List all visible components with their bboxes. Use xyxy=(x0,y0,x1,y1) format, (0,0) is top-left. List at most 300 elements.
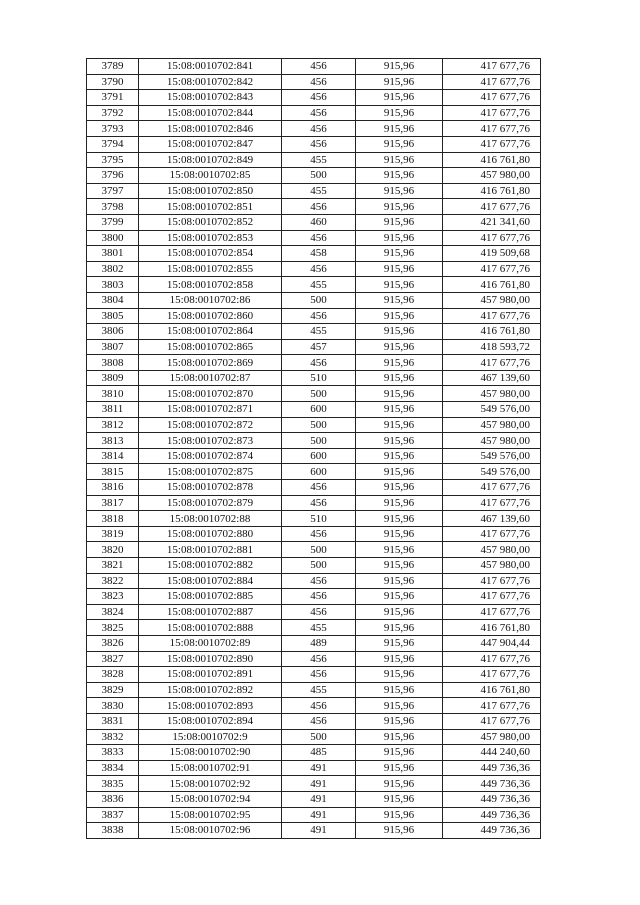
cell-cadastral-number: 15:08:0010702:847 xyxy=(139,136,282,152)
table-row xyxy=(87,292,541,308)
cell-row-number: 3800 xyxy=(87,230,139,246)
cell-row-number: 3837 xyxy=(87,807,139,823)
table-row xyxy=(87,261,541,277)
cell-rate: 915,96 xyxy=(356,168,443,184)
cell-amount: 467 139,60 xyxy=(443,370,541,386)
cell-amount: 417 677,76 xyxy=(443,74,541,90)
cell-amount: 467 139,60 xyxy=(443,511,541,527)
cell-row-number: 3794 xyxy=(87,136,139,152)
table-row xyxy=(87,760,541,776)
cell-rate: 915,96 xyxy=(356,261,443,277)
table-row xyxy=(87,698,541,714)
cell-row-number: 3834 xyxy=(87,760,139,776)
cell-rate: 915,96 xyxy=(356,791,443,807)
cell-rate: 915,96 xyxy=(356,823,443,839)
cell-area: 510 xyxy=(282,511,356,527)
table-row xyxy=(87,635,541,651)
cell-amount: 416 761,80 xyxy=(443,183,541,199)
cell-cadastral-number: 15:08:0010702:872 xyxy=(139,417,282,433)
cell-rate: 915,96 xyxy=(356,558,443,574)
cell-amount: 549 576,00 xyxy=(443,448,541,464)
cell-cadastral-number: 15:08:0010702:871 xyxy=(139,402,282,418)
cell-rate: 915,96 xyxy=(356,370,443,386)
cell-cadastral-number: 15:08:0010702:892 xyxy=(139,682,282,698)
cell-cadastral-number: 15:08:0010702:875 xyxy=(139,464,282,480)
cell-area: 456 xyxy=(282,230,356,246)
cell-area: 456 xyxy=(282,59,356,75)
cell-cadastral-number: 15:08:0010702:888 xyxy=(139,620,282,636)
cell-area: 456 xyxy=(282,199,356,215)
cell-cadastral-number: 15:08:0010702:853 xyxy=(139,230,282,246)
cell-amount: 417 677,76 xyxy=(443,667,541,683)
cell-amount: 457 980,00 xyxy=(443,292,541,308)
cell-row-number: 3813 xyxy=(87,433,139,449)
table-row xyxy=(87,230,541,246)
cell-amount: 449 736,36 xyxy=(443,776,541,792)
cell-area: 500 xyxy=(282,558,356,574)
table-row xyxy=(87,433,541,449)
table-row xyxy=(87,152,541,168)
cell-row-number: 3803 xyxy=(87,277,139,293)
cell-rate: 915,96 xyxy=(356,324,443,340)
cell-row-number: 3807 xyxy=(87,339,139,355)
table-row xyxy=(87,199,541,215)
cell-amount: 457 980,00 xyxy=(443,542,541,558)
cell-row-number: 3814 xyxy=(87,448,139,464)
cell-row-number: 3818 xyxy=(87,511,139,527)
cell-row-number: 3835 xyxy=(87,776,139,792)
cell-row-number: 3829 xyxy=(87,682,139,698)
cell-row-number: 3817 xyxy=(87,495,139,511)
table-row xyxy=(87,745,541,761)
table-row xyxy=(87,589,541,605)
table-row xyxy=(87,464,541,480)
cell-row-number: 3811 xyxy=(87,402,139,418)
cell-amount: 417 677,76 xyxy=(443,105,541,121)
cell-row-number: 3820 xyxy=(87,542,139,558)
cell-row-number: 3838 xyxy=(87,823,139,839)
cell-rate: 915,96 xyxy=(356,386,443,402)
cell-area: 500 xyxy=(282,433,356,449)
cell-amount: 457 980,00 xyxy=(443,168,541,184)
cell-amount: 457 980,00 xyxy=(443,417,541,433)
cell-row-number: 3805 xyxy=(87,308,139,324)
table-row xyxy=(87,121,541,137)
cell-area: 455 xyxy=(282,152,356,168)
cell-cadastral-number: 15:08:0010702:860 xyxy=(139,308,282,324)
cell-cadastral-number: 15:08:0010702:881 xyxy=(139,542,282,558)
cell-cadastral-number: 15:08:0010702:94 xyxy=(139,791,282,807)
cell-amount: 444 240,60 xyxy=(443,745,541,761)
cell-area: 456 xyxy=(282,698,356,714)
cell-cadastral-number: 15:08:0010702:85 xyxy=(139,168,282,184)
cell-area: 456 xyxy=(282,105,356,121)
cell-cadastral-number: 15:08:0010702:852 xyxy=(139,214,282,230)
cell-cadastral-number: 15:08:0010702:846 xyxy=(139,121,282,137)
table-row xyxy=(87,324,541,340)
table-row xyxy=(87,74,541,90)
cell-cadastral-number: 15:08:0010702:841 xyxy=(139,59,282,75)
cell-row-number: 3797 xyxy=(87,183,139,199)
cell-amount: 449 736,36 xyxy=(443,823,541,839)
cell-area: 500 xyxy=(282,542,356,558)
cell-cadastral-number: 15:08:0010702:878 xyxy=(139,480,282,496)
cell-amount: 417 677,76 xyxy=(443,495,541,511)
cell-cadastral-number: 15:08:0010702:850 xyxy=(139,183,282,199)
cell-cadastral-number: 15:08:0010702:879 xyxy=(139,495,282,511)
cell-cadastral-number: 15:08:0010702:91 xyxy=(139,760,282,776)
cell-cadastral-number: 15:08:0010702:855 xyxy=(139,261,282,277)
cell-rate: 915,96 xyxy=(356,214,443,230)
table-row xyxy=(87,402,541,418)
cell-cadastral-number: 15:08:0010702:851 xyxy=(139,199,282,215)
cell-row-number: 3809 xyxy=(87,370,139,386)
table-row xyxy=(87,823,541,839)
cell-rate: 915,96 xyxy=(356,667,443,683)
cell-cadastral-number: 15:08:0010702:854 xyxy=(139,246,282,262)
table-row xyxy=(87,246,541,262)
cell-row-number: 3824 xyxy=(87,604,139,620)
cell-rate: 915,96 xyxy=(356,526,443,542)
cell-area: 491 xyxy=(282,791,356,807)
table-row xyxy=(87,776,541,792)
cell-area: 456 xyxy=(282,136,356,152)
table-row xyxy=(87,308,541,324)
cell-row-number: 3806 xyxy=(87,324,139,340)
table-row xyxy=(87,355,541,371)
cell-area: 456 xyxy=(282,355,356,371)
cell-row-number: 3826 xyxy=(87,635,139,651)
table-row xyxy=(87,573,541,589)
table-row xyxy=(87,136,541,152)
cell-cadastral-number: 15:08:0010702:874 xyxy=(139,448,282,464)
table-row xyxy=(87,168,541,184)
cell-rate: 915,96 xyxy=(356,604,443,620)
cell-amount: 457 980,00 xyxy=(443,386,541,402)
cell-cadastral-number: 15:08:0010702:880 xyxy=(139,526,282,542)
cell-rate: 915,96 xyxy=(356,511,443,527)
cell-row-number: 3795 xyxy=(87,152,139,168)
cell-rate: 915,96 xyxy=(356,183,443,199)
cell-cadastral-number: 15:08:0010702:890 xyxy=(139,651,282,667)
table-row xyxy=(87,791,541,807)
cell-cadastral-number: 15:08:0010702:843 xyxy=(139,90,282,106)
cell-rate: 915,96 xyxy=(356,698,443,714)
cell-row-number: 3830 xyxy=(87,698,139,714)
cell-amount: 417 677,76 xyxy=(443,261,541,277)
cell-cadastral-number: 15:08:0010702:89 xyxy=(139,635,282,651)
table-row xyxy=(87,480,541,496)
cell-amount: 417 677,76 xyxy=(443,199,541,215)
cell-area: 456 xyxy=(282,526,356,542)
cell-cadastral-number: 15:08:0010702:893 xyxy=(139,698,282,714)
cell-cadastral-number: 15:08:0010702:873 xyxy=(139,433,282,449)
cell-row-number: 3810 xyxy=(87,386,139,402)
table-row xyxy=(87,729,541,745)
cell-area: 456 xyxy=(282,90,356,106)
cell-rate: 915,96 xyxy=(356,542,443,558)
cell-area: 500 xyxy=(282,168,356,184)
cell-area: 460 xyxy=(282,214,356,230)
cell-rate: 915,96 xyxy=(356,620,443,636)
cell-cadastral-number: 15:08:0010702:887 xyxy=(139,604,282,620)
cell-rate: 915,96 xyxy=(356,573,443,589)
cadastral-table xyxy=(86,58,541,839)
cell-amount: 449 736,36 xyxy=(443,807,541,823)
cell-cadastral-number: 15:08:0010702:96 xyxy=(139,823,282,839)
cell-row-number: 3831 xyxy=(87,713,139,729)
cell-rate: 915,96 xyxy=(356,745,443,761)
cell-area: 500 xyxy=(282,386,356,402)
cell-amount: 417 677,76 xyxy=(443,573,541,589)
table-row xyxy=(87,59,541,75)
cell-amount: 417 677,76 xyxy=(443,136,541,152)
cell-amount: 416 761,80 xyxy=(443,152,541,168)
cell-row-number: 3815 xyxy=(87,464,139,480)
cell-amount: 417 677,76 xyxy=(443,713,541,729)
cell-area: 600 xyxy=(282,402,356,418)
cell-amount: 417 677,76 xyxy=(443,480,541,496)
cell-rate: 915,96 xyxy=(356,402,443,418)
cell-row-number: 3833 xyxy=(87,745,139,761)
cell-cadastral-number: 15:08:0010702:864 xyxy=(139,324,282,340)
cell-rate: 915,96 xyxy=(356,136,443,152)
cell-area: 458 xyxy=(282,246,356,262)
cell-area: 455 xyxy=(282,324,356,340)
cell-amount: 418 593,72 xyxy=(443,339,541,355)
cell-area: 455 xyxy=(282,183,356,199)
cell-area: 455 xyxy=(282,277,356,293)
cell-area: 456 xyxy=(282,604,356,620)
cell-rate: 915,96 xyxy=(356,90,443,106)
cell-cadastral-number: 15:08:0010702:894 xyxy=(139,713,282,729)
cell-row-number: 3825 xyxy=(87,620,139,636)
table-row xyxy=(87,339,541,355)
cell-area: 510 xyxy=(282,370,356,386)
cell-row-number: 3802 xyxy=(87,261,139,277)
table-row xyxy=(87,526,541,542)
cell-row-number: 3819 xyxy=(87,526,139,542)
cell-cadastral-number: 15:08:0010702:865 xyxy=(139,339,282,355)
cell-row-number: 3790 xyxy=(87,74,139,90)
table-row xyxy=(87,183,541,199)
cell-row-number: 3832 xyxy=(87,729,139,745)
cell-amount: 447 904,44 xyxy=(443,635,541,651)
cell-amount: 417 677,76 xyxy=(443,230,541,246)
cell-row-number: 3823 xyxy=(87,589,139,605)
cell-rate: 915,96 xyxy=(356,729,443,745)
cell-area: 491 xyxy=(282,823,356,839)
cell-amount: 416 761,80 xyxy=(443,682,541,698)
cell-rate: 915,96 xyxy=(356,355,443,371)
cell-row-number: 3793 xyxy=(87,121,139,137)
cell-area: 455 xyxy=(282,682,356,698)
cell-amount: 417 677,76 xyxy=(443,604,541,620)
table-body xyxy=(87,59,541,839)
cell-amount: 417 677,76 xyxy=(443,651,541,667)
table-row xyxy=(87,620,541,636)
cell-cadastral-number: 15:08:0010702:95 xyxy=(139,807,282,823)
cell-cadastral-number: 15:08:0010702:9 xyxy=(139,729,282,745)
cell-area: 456 xyxy=(282,261,356,277)
cell-rate: 915,96 xyxy=(356,480,443,496)
cell-cadastral-number: 15:08:0010702:86 xyxy=(139,292,282,308)
table-row xyxy=(87,511,541,527)
cell-area: 491 xyxy=(282,760,356,776)
cell-rate: 915,96 xyxy=(356,807,443,823)
cell-cadastral-number: 15:08:0010702:92 xyxy=(139,776,282,792)
cell-amount: 416 761,80 xyxy=(443,620,541,636)
table-row xyxy=(87,651,541,667)
cell-rate: 915,96 xyxy=(356,635,443,651)
cell-rate: 915,96 xyxy=(356,448,443,464)
table-row xyxy=(87,713,541,729)
cell-amount: 417 677,76 xyxy=(443,355,541,371)
table-row xyxy=(87,90,541,106)
cell-amount: 416 761,80 xyxy=(443,277,541,293)
table-row xyxy=(87,448,541,464)
cell-amount: 457 980,00 xyxy=(443,558,541,574)
cell-area: 456 xyxy=(282,713,356,729)
table-row xyxy=(87,667,541,683)
cell-area: 600 xyxy=(282,448,356,464)
cell-area: 456 xyxy=(282,480,356,496)
cell-cadastral-number: 15:08:0010702:870 xyxy=(139,386,282,402)
cell-amount: 419 509,68 xyxy=(443,246,541,262)
cell-amount: 416 761,80 xyxy=(443,324,541,340)
cell-cadastral-number: 15:08:0010702:885 xyxy=(139,589,282,605)
cell-amount: 417 677,76 xyxy=(443,121,541,137)
cell-cadastral-number: 15:08:0010702:88 xyxy=(139,511,282,527)
cell-cadastral-number: 15:08:0010702:844 xyxy=(139,105,282,121)
cell-amount: 449 736,36 xyxy=(443,791,541,807)
cell-area: 489 xyxy=(282,635,356,651)
table-row xyxy=(87,604,541,620)
table-row xyxy=(87,386,541,402)
cell-area: 457 xyxy=(282,339,356,355)
cell-rate: 915,96 xyxy=(356,308,443,324)
cell-row-number: 3821 xyxy=(87,558,139,574)
cell-cadastral-number: 15:08:0010702:869 xyxy=(139,355,282,371)
cell-rate: 915,96 xyxy=(356,776,443,792)
cell-rate: 915,96 xyxy=(356,339,443,355)
cell-amount: 457 980,00 xyxy=(443,729,541,745)
cell-cadastral-number: 15:08:0010702:90 xyxy=(139,745,282,761)
table-row xyxy=(87,105,541,121)
table-row xyxy=(87,417,541,433)
cell-rate: 915,96 xyxy=(356,59,443,75)
cell-area: 456 xyxy=(282,74,356,90)
cell-rate: 915,96 xyxy=(356,495,443,511)
cell-rate: 915,96 xyxy=(356,417,443,433)
cell-amount: 457 980,00 xyxy=(443,433,541,449)
cell-row-number: 3799 xyxy=(87,214,139,230)
cell-area: 456 xyxy=(282,651,356,667)
cell-rate: 915,96 xyxy=(356,152,443,168)
cell-row-number: 3798 xyxy=(87,199,139,215)
table-row xyxy=(87,558,541,574)
cell-area: 600 xyxy=(282,464,356,480)
cell-row-number: 3812 xyxy=(87,417,139,433)
cell-rate: 915,96 xyxy=(356,74,443,90)
cell-amount: 417 677,76 xyxy=(443,308,541,324)
cell-row-number: 3796 xyxy=(87,168,139,184)
cell-area: 500 xyxy=(282,292,356,308)
cell-area: 491 xyxy=(282,807,356,823)
cell-amount: 417 677,76 xyxy=(443,589,541,605)
table-row xyxy=(87,495,541,511)
cell-row-number: 3822 xyxy=(87,573,139,589)
cell-cadastral-number: 15:08:0010702:87 xyxy=(139,370,282,386)
cell-cadastral-number: 15:08:0010702:842 xyxy=(139,74,282,90)
cell-rate: 915,96 xyxy=(356,199,443,215)
cell-area: 456 xyxy=(282,121,356,137)
cell-row-number: 3827 xyxy=(87,651,139,667)
cell-row-number: 3804 xyxy=(87,292,139,308)
table-row xyxy=(87,214,541,230)
table-row xyxy=(87,277,541,293)
cell-row-number: 3801 xyxy=(87,246,139,262)
cell-rate: 915,96 xyxy=(356,292,443,308)
cell-row-number: 3791 xyxy=(87,90,139,106)
cell-rate: 915,96 xyxy=(356,651,443,667)
cell-rate: 915,96 xyxy=(356,682,443,698)
cell-amount: 417 677,76 xyxy=(443,59,541,75)
cell-rate: 915,96 xyxy=(356,105,443,121)
cell-row-number: 3816 xyxy=(87,480,139,496)
cell-area: 500 xyxy=(282,417,356,433)
cell-amount: 417 677,76 xyxy=(443,526,541,542)
cell-cadastral-number: 15:08:0010702:884 xyxy=(139,573,282,589)
cell-amount: 449 736,36 xyxy=(443,760,541,776)
table-row xyxy=(87,807,541,823)
cell-amount: 417 677,76 xyxy=(443,698,541,714)
cell-rate: 915,96 xyxy=(356,589,443,605)
cell-rate: 915,96 xyxy=(356,230,443,246)
cell-amount: 549 576,00 xyxy=(443,464,541,480)
cell-cadastral-number: 15:08:0010702:891 xyxy=(139,667,282,683)
cell-amount: 417 677,76 xyxy=(443,90,541,106)
cell-area: 456 xyxy=(282,573,356,589)
table-row xyxy=(87,682,541,698)
cell-rate: 915,96 xyxy=(356,277,443,293)
cell-row-number: 3836 xyxy=(87,791,139,807)
cell-cadastral-number: 15:08:0010702:858 xyxy=(139,277,282,293)
cell-row-number: 3792 xyxy=(87,105,139,121)
table-row xyxy=(87,370,541,386)
cell-rate: 915,96 xyxy=(356,246,443,262)
cell-area: 485 xyxy=(282,745,356,761)
cell-area: 456 xyxy=(282,495,356,511)
cell-rate: 915,96 xyxy=(356,760,443,776)
cell-rate: 915,96 xyxy=(356,121,443,137)
table-row xyxy=(87,542,541,558)
cell-rate: 915,96 xyxy=(356,464,443,480)
cell-area: 456 xyxy=(282,667,356,683)
cell-amount: 549 576,00 xyxy=(443,402,541,418)
cell-area: 500 xyxy=(282,729,356,745)
cell-area: 455 xyxy=(282,620,356,636)
cell-row-number: 3808 xyxy=(87,355,139,371)
cell-amount: 421 341,60 xyxy=(443,214,541,230)
cell-rate: 915,96 xyxy=(356,713,443,729)
cell-row-number: 3828 xyxy=(87,667,139,683)
cell-area: 456 xyxy=(282,308,356,324)
cell-area: 491 xyxy=(282,776,356,792)
cell-cadastral-number: 15:08:0010702:849 xyxy=(139,152,282,168)
cell-row-number: 3789 xyxy=(87,59,139,75)
cell-cadastral-number: 15:08:0010702:882 xyxy=(139,558,282,574)
